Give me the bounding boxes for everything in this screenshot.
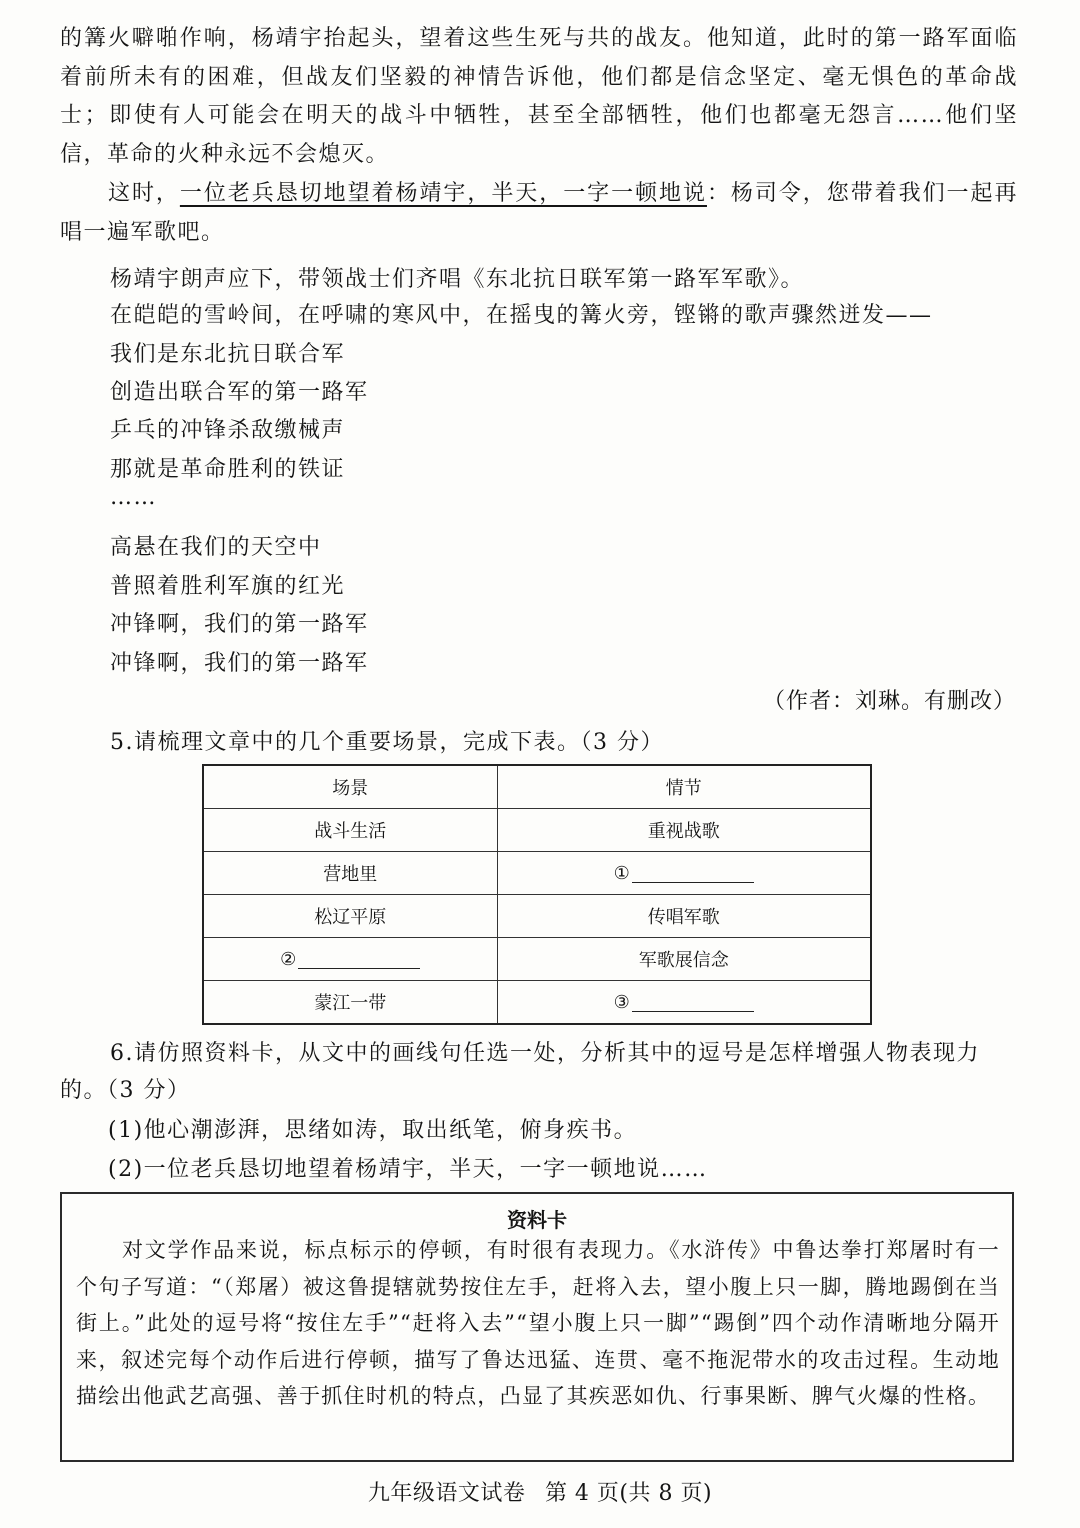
- song-line: 乒乓的冲锋杀敌缴械声: [110, 418, 346, 443]
- story-paragraph-4: 在皑皑的雪岭间，在呼啸的寒风中，在摇曳的篝火旁，铿锵的歌声骤然迸发——: [110, 303, 933, 328]
- song-line: 冲锋啊，我们的第一路军: [110, 651, 369, 676]
- table-row: [203, 895, 871, 938]
- question-6-line-2: 的。（3 分）: [60, 1078, 191, 1103]
- author-credit: （作者：刘琳。有删改）: [762, 689, 1016, 714]
- plot-cell: 传唱军歌: [497, 895, 871, 938]
- story-paragraph-3: 杨靖宇朗声应下，带领战士们齐唱《东北抗日联军第一路军军歌》。: [110, 267, 805, 292]
- paragraph-2-prefix: 这时，: [108, 181, 180, 206]
- scene-cell: 蒙江一带: [203, 981, 497, 1025]
- scene-cell: 战斗生活: [203, 809, 497, 852]
- table-row: [203, 809, 871, 852]
- song-line: 高悬在我们的天空中: [110, 535, 322, 560]
- paragraph-2-suffix: ：杨司令，您带着我们一起再唱一遍军歌吧。: [60, 181, 1018, 245]
- reference-card: [60, 1192, 1014, 1462]
- reference-card-title: 资料卡: [507, 1208, 567, 1232]
- exam-title: 九年级语文试卷: [367, 1481, 526, 1506]
- underlined-sentence: 一位老兵恳切地望着杨靖宇，半天，一字一顿地说: [179, 181, 707, 206]
- song-line: 普照着胜利军旗的红光: [110, 574, 346, 599]
- scene-cell: [203, 938, 497, 981]
- plot-cell: [497, 852, 871, 895]
- song-line: 那就是革命胜利的铁证: [110, 457, 346, 482]
- reference-card-body: 对文学作品来说，标点标示的停顿，有时很有表现力。《水浒传》中鲁达拳打郑屠时有一个句子写道：“（郑屠）被这鲁提辖就势按住左手，赶将入去，望小腹上只一脚，腾地踢倒在当街上。”此处的逗号将“按住左手”“赶将入去”“望小腹上只一脚”“踢倒”四个动作清晰地分隔开来，叙述完每个动作后进行停顿，描写了鲁达迅猛、连贯、毫不拖泥带水的攻击过程。生动地描绘出他武艺高强、善于抓住时机的特点，凸显了其疾恶如仇、行事果断、脾气火爆的性格。: [76, 1238, 1000, 1408]
- song-line: 创造出联合军的第一路军: [110, 380, 369, 405]
- question-6-option-1: (1)他心潮澎湃，思绪如涛，取出纸笔，俯身疾书。: [108, 1118, 638, 1143]
- question-5: 5.请梳理文章中的几个重要场景，完成下表。（3 分）: [110, 730, 664, 755]
- story-paragraph-2: [60, 175, 1018, 252]
- table-header-row: [203, 765, 871, 809]
- plot-cell: 军歌展信念: [497, 938, 871, 981]
- scene-cell: 松辽平原: [203, 895, 497, 938]
- answer-blank-1[interactable]: [632, 864, 754, 883]
- table-row: [203, 852, 871, 895]
- table-row: [203, 981, 871, 1025]
- scene-table: [202, 764, 872, 1025]
- question-6-option-2: (2)一位老兵恳切地望着杨靖宇，半天，一字一顿地说……: [108, 1157, 708, 1182]
- table-row: [203, 938, 871, 981]
- blank-marker: ①: [613, 862, 630, 884]
- page-number: 第 4 页(共 8 页): [544, 1481, 713, 1506]
- plot-cell: 重视战歌: [497, 809, 871, 852]
- answer-blank-2[interactable]: [298, 950, 420, 969]
- song-ellipsis: ……: [110, 485, 157, 510]
- plot-cell: [497, 981, 871, 1025]
- story-paragraph-1: 的篝火噼啪作响，杨靖宇抬起头，望着这些生死与共的战友。他知道，此时的第一路军面临着前所未有的困难，但战友们坚毅的神情告诉他，他们都是信念坚定、毫无惧色的革命战士；即使有人可能会在明天的战斗中牺牲，甚至全部牺牲，他们也都毫无怨言……他们坚信，革命的火种永远不会熄灭。: [60, 26, 1018, 167]
- song-line: 冲锋啊，我们的第一路军: [110, 612, 369, 637]
- column-header-scene: 场景: [203, 765, 497, 809]
- blank-marker: ③: [613, 991, 630, 1013]
- answer-blank-3[interactable]: [632, 993, 754, 1012]
- blank-marker: ②: [280, 948, 297, 970]
- question-6-line-1: 6.请仿照资料卡，从文中的画线句任选一处，分析其中的逗号是怎样增强人物表现力: [110, 1041, 980, 1066]
- scene-cell: 营地里: [203, 852, 497, 895]
- song-line: 我们是东北抗日联合军: [110, 342, 346, 367]
- page-footer: [0, 1476, 1080, 1507]
- column-header-plot: 情节: [497, 765, 871, 809]
